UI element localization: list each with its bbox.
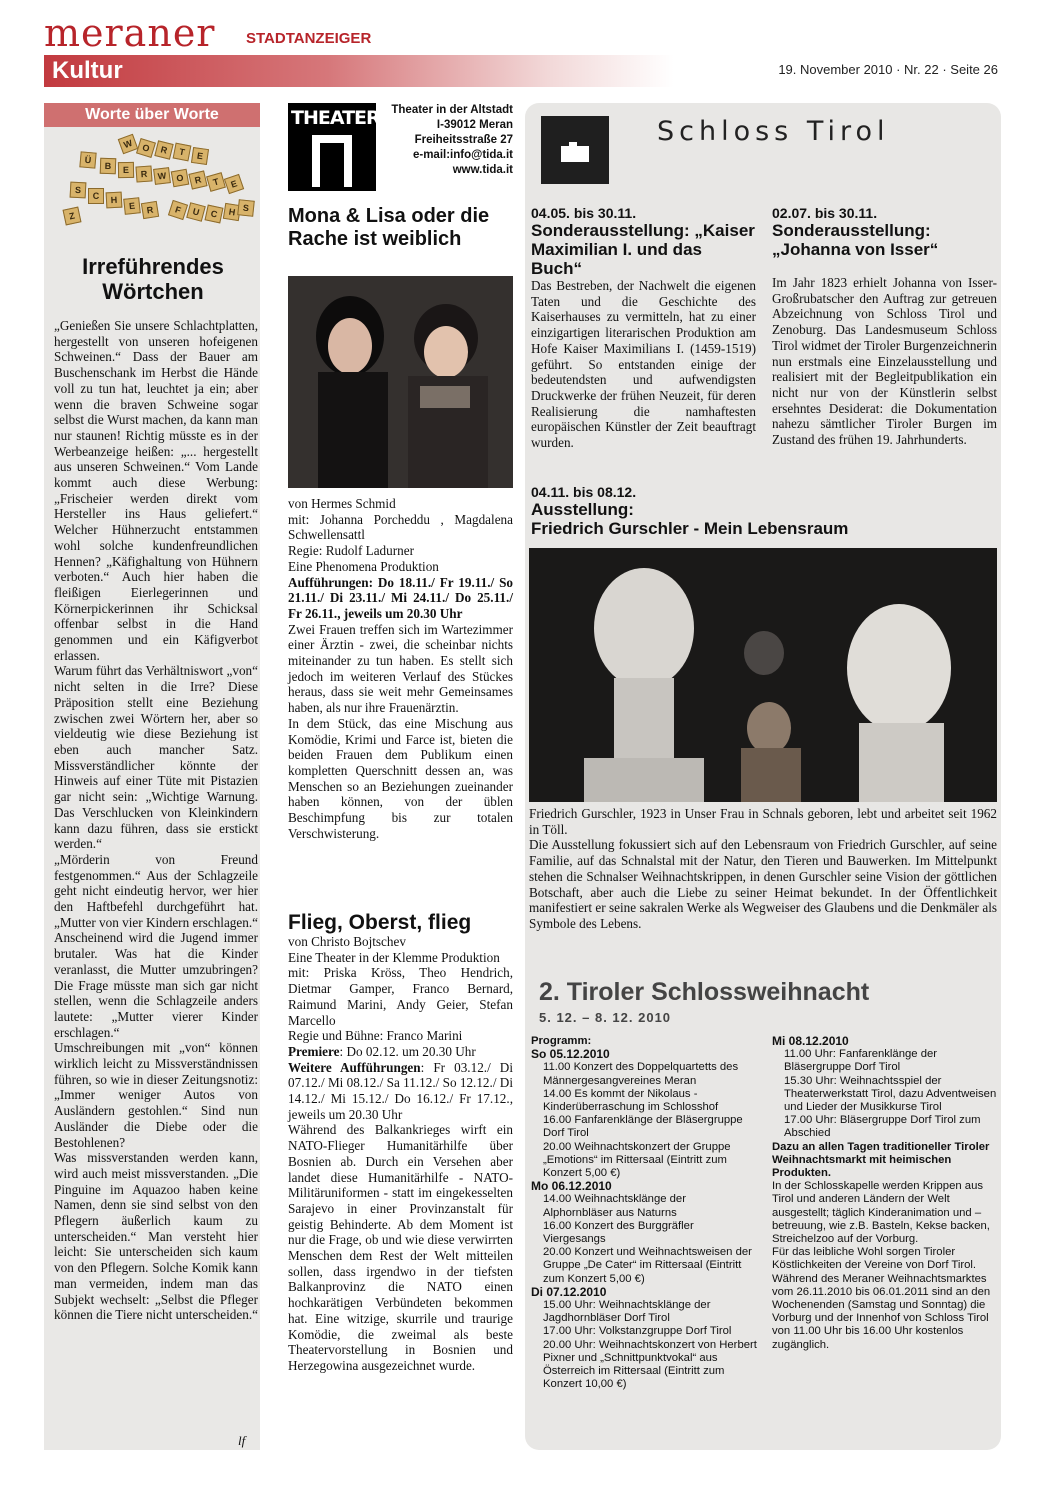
scrabble-tile: H (223, 203, 241, 221)
scrabble-tile: R (135, 165, 152, 182)
scrabble-tile: E (118, 162, 134, 178)
paragraph: Was missverstanden werden kann, wird auch meist missverstanden. „Die Pinguine im Aquazoo haben keine Namen, denn sie sind selbst von den Pflegern äußerlich kaum zu unterscheiden.“ Man versteht hier leicht: Sie unterscheiden sich kaum von den Pflegern. Solche Komik kann man vermeiden, indem man das Subjekt wechselt: „Selbst die Pfleger können die Tiere nicht unterscheiden.“ (54, 1150, 258, 1323)
schlossweihnacht-date: 5. 12. – 8. 12. 2010 (539, 1010, 672, 1025)
paragraph: „Genießen Sie unsere Schlachtplatten, hergestellt von unseren hofeigenen Schweinen.“ Dass der Bauer am Buschenschank im Herbst die Hände voll zu tun hat, leuchtet ja ein; aber wenn die braven Schweine sogar selbst die Wurst machen, da kann man nur staunen! Richtig müsste es in der Werbeanzeige heißen: „... hergestellt aus unseren Schweinen.“ Vom Lande kommt auch diese Werbung: „Frischeier werden direkt vom Hersteller ins Haus geliefert.“ Welcher Hühnerzucht entstammen wohl solche kundenfreundlichen Hennen? „Käfighaltung von Hühnern verboten.“ Auch hier haben die fleißigen Eierlegerinnen und Körnerpickerinnen ihr Schicksal offenbar selbst in die Hand genommen und ein Käfigverbot erlassen. (54, 318, 258, 663)
scrabble-tile: S (237, 199, 255, 217)
photo-caption: Friedrich Gurschler, 1923 in Unser Frau in Schnals geboren, lebt und arbeitet seit 1962 in Töll. Die Ausstellung fokussiert sich auf den Lebensraum von Friedrich Gurschler, auf seine Familie, auf das Schnalstal mit der Natur, den Tieren und Bauwerken. Im Mittelpunkt stehen die Schnalser Weihnachtskrippen, in denen Gurschler seine Vision der göttlichen Botschaft, aber auch die Liebe zu seiner Heimat bekundet. In der Öffentlichkeit manifestiert er seine sakralen Werke als Wegweiser des Glaubens und die Denkmäler als Symbole des Lebens. (529, 806, 997, 931)
section-title: Kultur (52, 57, 123, 84)
scrabble-tile: E (224, 174, 244, 194)
castle-icon (541, 116, 609, 184)
play-info: von Hermes Schmid mit: Johanna Porcheddu , Magdalena Schwellensattl Regie: Rudolf Ladurner Eine Phenomena Produktion Aufführungen: Do 18.11./ Fr 19.11./ So 21.11./ Di 23.11./ Mi 24.11./ Do 25.11./ Fr 26.11., jeweils um 20.30 Uhr Zwei Frauen treffen sich im Wartezimmer einer Ärztin - zwei, die scheinbar nichts miteinander zu tun haben. Es stellt sich jedoch im weiteren Verlauf des Stückes heraus, dass sie weit mehr Gemeinsames haben, als nur ihre Frauenärztin. In dem Stück, das eine Mischung aus Komödie, Krimi und Farce ist, bieten die beiden Frauen dem Publikum einen kompletten Querschnitt dessen an, was Menschen so an Beziehungen zueinander haben können, von der üblen Beschimpfung bis zur totalen Verschwisterung. (288, 496, 513, 841)
theater-logo (288, 103, 380, 191)
play-info: von Christo Bojtschev Eine Theater in der Klemme Produktion mit: Priska Kröss, Theo Hendrich, Dietmar Gamper, Franco Bernard, Raimund Marini, Andy Geier, Stefan Marcello Regie und Bühne: Franco Marini Premiere: Do 02.12. um 20.30 Uhr Weitere Aufführungen: Fr 03.12./ Di 07.12./ Mi 08.12./ Sa 11.12./ So 12.12./ Di 14.12./ Mi 15.12./ Do 16.12./ Fr 17.12., jeweils um 20.30 Uhr Während des Balkankrieges wirft ein NATO-Flieger Humanitärhilfe über Bosnien ab. Durch ein Versehen aber landet diese Humanitärhilfe - NATO-Militäruniformen - statt im eingekesselten Sarajevo in einer Provinzanstalt für geistig Behinderte. Ab dem Moment ist nur die Frage, ob und wie diese verwirrten Menschen dem Rest der Welt mitteilen sollen, dass irgendwo in der tiefsten Balkanprovinz die NATO einen hochkarätigen Verbündeten bekommen hat. Eine witzige, skurrile und traurige Komödie, die zweimal als beste Theatervorstellung in Bosnien und Herzegowina ausgezeichnet wurde. (288, 934, 513, 1373)
masthead-subtitle: STADTANZEIGER (246, 30, 372, 47)
website-link[interactable]: www.tida.it (452, 164, 513, 176)
schlossweihnacht-title: 2. Tiroler Schlossweihnacht (539, 978, 870, 1006)
scrabble-tile: C (88, 188, 104, 204)
scrabble-tile: U (186, 202, 206, 222)
scrabble-tile: B (100, 158, 117, 175)
program-right: Mi 08.12.2010 11.00 Uhr: Fanfarenklänge der Bläsergruppe Dorf Tirol 15.30 Uhr: Weihnachtsspiel der Theaterwerkstatt Tirol, dazu Adventweisen und Lieder der Musikkurse Tirol 17.00 Uhr: Bläsergruppe Dorf Tirol zum Abschied Dazu an allen Tagen traditioneller Tiroler Weihnachtsmarkt mit heimischen Produkten. In der Schlosskapelle werden Krippen aus Tirol und anderen Ländern der Welt ausgestellt; täglich Kinderanimation und –betreuung, wie z.B. Basteln, Kekse backen, Streichelzoo auf der Vorburg. Für das leibliche Wohl sorgen Tiroler Köstlichkeiten der Vereine von Dorf Tirol. Während des Meraner Weihnachtsmarktes vom 26.11.2010 bis 06.01.2011 sind an den Wochenenden (Samstag und Sonntag) die Vorburg und der Innenhof von Schloss Tirol von 11.00 Uhr bis 16.00 Uhr kostenlos zugänglich. (772, 1034, 997, 1351)
paragraph: Umschreibungen mit „von“ können wirklich leicht zu Missverständnissen führen, so wie in dieser Zeitungsnotiz: „Immer weniger Autos von Ausländern gestohlen.“ Sind nun Ausländer die Diebe oder die Bestohlenen? (54, 1040, 258, 1150)
scrabble-tile: R (188, 170, 207, 189)
scrabble-tile: T (206, 172, 226, 192)
exhibition-maximilian: 04.05. bis 30.11. Sonderausstellung: „Kaiser Maximilian I. und das Buch“ Das Bestreben, der Nachwelt die eigenen Taten und die Geschichte des Kaiserhauses zu vermitteln, hat zu einer einzigartigen literarischen Produktion am Hofe Kaiser Maximilians I. (1459-1519) geführt. So entstanden einige der bedeutendsten und aufwendigsten Druckwerke der frühen Neuzeit, für deren Realisierung die namhaftesten europäischen Künstler der Zeit beauftragt wurden. (531, 205, 756, 451)
scrabble-tile: C (205, 205, 224, 224)
paragraph: Warum führt das Verhältniswort „von“ nicht selten in die Irre? Diese Präposition stellt eine Beziehung zwischen zwei Wörtern her, aber so vieldeutig wie diese Beziehung ist eben auch mancher Satz. Missverständlicher könnte der Hinweis auf einer Tüte mit Pistazien gar nicht sein: „Wichtige Warnung. Das Verschlucken von Kleinkindern kann dazu führen, dass sie erstickt werden.“ (54, 663, 258, 852)
scrabble-tile: T (173, 143, 192, 162)
sculptures-photo (529, 548, 997, 802)
scrabble-tile: O (171, 169, 190, 188)
scrabble-tile: R (141, 201, 159, 219)
program-left: Programm: So 05.12.2010 11.00 Konzert des Doppelquartetts des Männergesangvereines Meran 14.00 Es kommt der Nikolaus - Kinderüberraschung im Schlosshof 16.00 Fanfarenklänge der Bläsergruppe Dorf Tirol 20.00 Weihnachtskonzert der Gruppe „Emotions“ im Rittersaal (Eintritt zum Konzert 5,00 €) Mo 06.12.2010 14.00 Weihnachtsklänge der Alphornbläser aus Naturns 16.00 Konzert des Burggräfler Viergesangs 20.00 Konzert und Weihnachtsweisen der Gruppe „De Cater“ im Rittersaal (Eintritt zum Konzert 5,00 €) Di 07.12.2010 15.00 Uhr: Weihnachtsklänge der Jagdhornbläser Dorf Tirol 17.00 Uhr: Volkstanzgruppe Dorf Tirol 20.00 Uhr: Weihnachtskonzert von Herbert Pixner und „Schnittpunktvokal“ aus Österreich im Rittersaal (Eintritt zum Konzert 10,00 €) (531, 1035, 757, 1391)
scrabble-tile: F (168, 200, 188, 220)
play-title: Mona & Lisa oder die Rache ist weiblich (288, 205, 490, 250)
scrabble-tile: H (106, 192, 123, 209)
scrabble-tile: W (118, 134, 139, 155)
column-header: Worte über Worte (44, 103, 260, 127)
scrabble-tile: Z (63, 207, 82, 226)
theater-address: Theater in der Altstadt I-39012 Meran Freiheitsstraße 27 e-mail:info@tida.it www.tida.it (380, 103, 513, 178)
scrabble-tile: S (70, 182, 87, 199)
article-title: Irreführendes Wörtchen (82, 254, 224, 304)
scrabble-tile: E (191, 147, 209, 165)
section-bar (44, 55, 674, 87)
article-body (54, 318, 258, 1323)
masthead-logo: meraner (44, 11, 216, 55)
play-title: Flieg, Oberst, flieg (288, 911, 472, 934)
dateline: 19. November 2010 · Nr. 22 · Seite 26 (778, 62, 998, 77)
scrabble-tile: Ü (79, 151, 96, 168)
exhibition-gurschler: 04.11. bis 08.12. Ausstellung: Friedrich Gurschler - Mein Lebensraum (531, 484, 849, 538)
performance-dates: Aufführungen: Do 18.11./ Fr 19.11./ So 21.11./ Di 23.11./ Mi 24.11./ Do 25.11./ Fr 26.11., jeweils um 20.30 Uhr (288, 574, 513, 621)
actresses-photo (288, 276, 513, 488)
paragraph: „Mörderin von Freund festgenommen.“ Aus der Schlagzeile geht nicht eindeutig hervor, wer hier den Haftbefehl durchgeführt hat. „Mutter von vier Kindern erschlagen.“ Anscheinend wird die Jugend immer brutaler. Was hat die Kinder veranlasst, die Mutter umzubringen? Die Frage müsste man sich gar nicht stellen, wenn die Schlagzeile anders lautete: „Mutter vierer Kinder erschlagen.“ (54, 851, 258, 1040)
author-signature: lf (238, 1433, 246, 1448)
scrabble-tile: O (136, 138, 156, 158)
scrabble-tile: W (153, 167, 171, 185)
exhibition-isser: 02.07. bis 30.11. Sonderausstellung: „Johanna von Isser“ Im Jahr 1823 erhielt Johanna von Isser-Großrubatscher den Auftrag zur getreuen Abzeichnung von Schloss Tirol und Zenoburg. Das Landesmuseum Schloss Tirol widmet der Tiroler Burgenzeichnerin nun erstmals eine Einzelausstellung und realisiert mit der Begleitpublikation ein nicht nur von der Künstlerin selbst ersehntes Desiderat: die Dokumentation nahezu sämtlicher Tiroler Burgen im Zustand des frühen 19. Jahrhunderts. (772, 205, 997, 448)
scrabble-tile: E (123, 197, 141, 215)
scrabble-tiles-image (60, 132, 250, 232)
schloss-tirol-heading: Schloss Tirol (657, 116, 890, 147)
scrabble-tile: R (154, 140, 173, 159)
theater-logo-text: THEATER (291, 107, 380, 129)
email-link[interactable]: e-mail:info@tida.it (412, 149, 513, 161)
